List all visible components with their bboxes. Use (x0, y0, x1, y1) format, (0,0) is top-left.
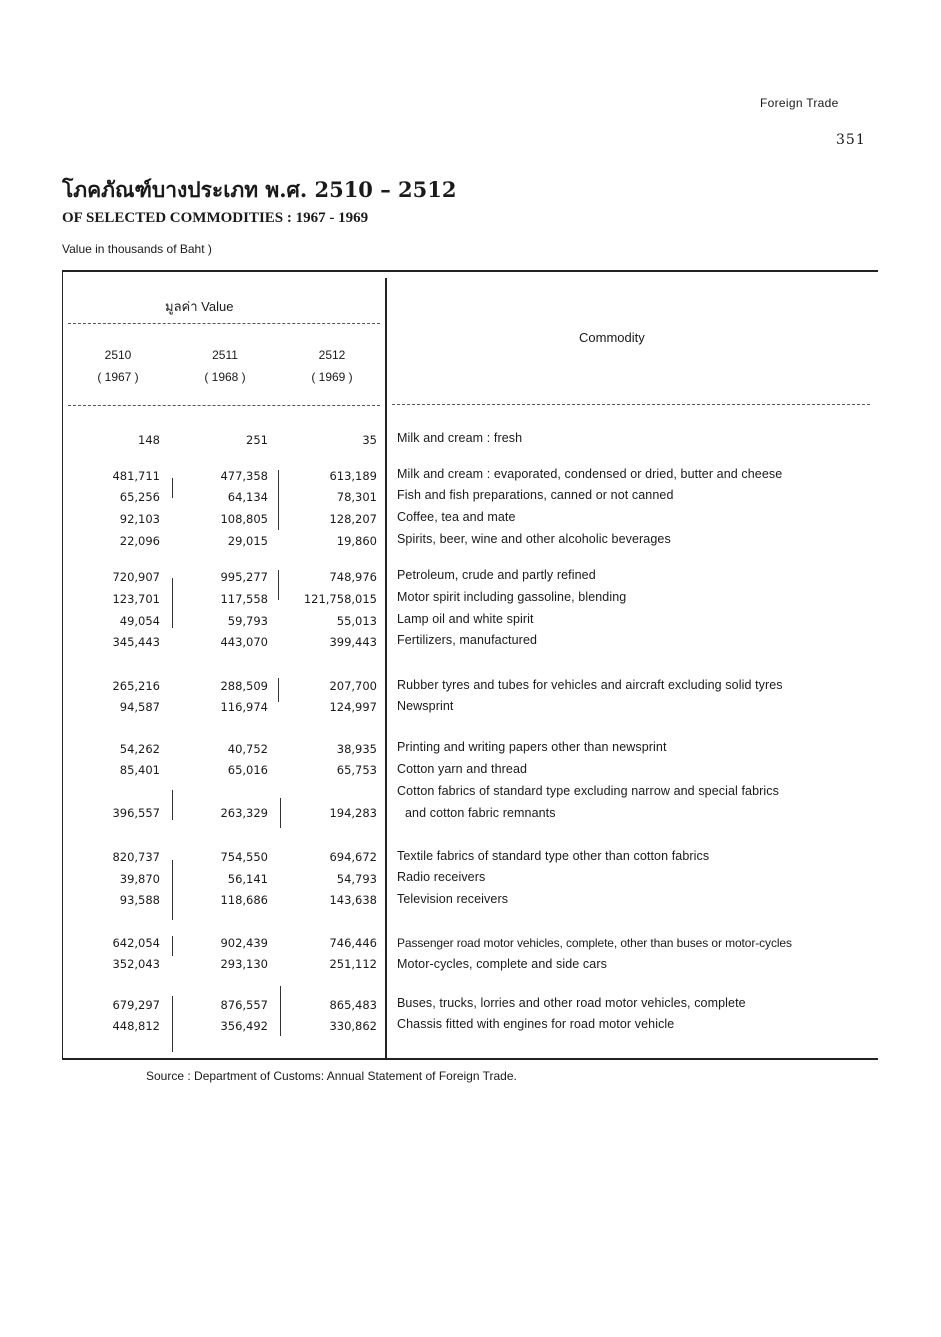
value-2510: 148 (138, 433, 160, 447)
source-note: Source : Department of Customs: Annual Statement of Foreign Trade. (146, 1069, 517, 1083)
commodity-name: Buses, trucks, lorries and other road motor vehicles, complete (397, 996, 746, 1010)
year-ce: ( 1967 ) (97, 370, 139, 384)
year-header-2512 (292, 344, 372, 388)
value-2511: 65,016 (227, 763, 268, 777)
running-head: Foreign Trade (760, 96, 839, 110)
value-2510: 93,588 (119, 893, 160, 907)
header-rule-value (68, 323, 380, 324)
value-2512: 207,700 (329, 679, 377, 693)
column-rule (278, 470, 279, 530)
value-2511: 116,974 (220, 700, 268, 714)
value-2512: 251,112 (329, 957, 377, 971)
commodity-name: Radio receivers (397, 870, 486, 884)
value-2512: 121,758,015 (303, 592, 377, 606)
year-header-2510 (78, 344, 158, 388)
value-2512: 19,860 (336, 534, 377, 548)
value-2512: 865,483 (329, 998, 377, 1012)
value-2510: 39,870 (119, 872, 160, 886)
commodity-name: Rubber tyres and tubes for vehicles and aircraft excluding solid tyres (397, 678, 783, 692)
value-2512: 78,301 (336, 490, 377, 504)
value-2510: 22,096 (119, 534, 160, 548)
commodity-name: Petroleum, crude and partly refined (397, 568, 596, 582)
value-2511: 56,141 (227, 872, 268, 886)
value-2512: 54,793 (336, 872, 377, 886)
value-2512: 35 (362, 433, 377, 447)
year-header-2511 (185, 344, 265, 388)
commodity-name: Milk and cream : evaporated, condensed or dried, butter and cheese (397, 467, 783, 481)
value-2511: 118,686 (220, 893, 268, 907)
value-2511: 59,793 (227, 614, 268, 628)
commodity-name: Cotton fabrics of standard type excluding narrow and special fabrics (397, 784, 780, 798)
value-2511: 876,557 (220, 998, 268, 1012)
column-rule (280, 798, 281, 828)
value-2510: 65,256 (119, 490, 160, 504)
header-rule-bottom-left (68, 405, 380, 406)
year-be: 2510 (104, 348, 132, 362)
header-rule-bottom-right (392, 404, 870, 405)
commodity-name: Chassis fitted with engines for road motor vehicle (397, 1017, 675, 1031)
value-2510: 720,907 (112, 570, 160, 584)
year-be: 2511 (212, 348, 238, 362)
value-2512: 124,997 (329, 700, 377, 714)
value-unit-note: Value in thousands of Baht ) (62, 242, 212, 256)
commodity-name: Textile fabrics of standard type other than cotton fabrics (397, 849, 710, 863)
commodity-name: Newsprint (397, 699, 454, 713)
column-rule (172, 478, 173, 498)
value-2512: 143,638 (329, 893, 377, 907)
value-2512: 399,443 (329, 635, 377, 649)
value-2511: 754,550 (220, 850, 268, 864)
value-2510: 820,737 (112, 850, 160, 864)
commodity-name: Television receivers (397, 892, 509, 906)
value-2511: 263,329 (220, 806, 268, 820)
value-2510: 448,812 (112, 1019, 160, 1033)
value-2512: 128,207 (329, 512, 377, 526)
value-2510: 54,262 (119, 742, 160, 756)
commodity-name: Lamp oil and white spirit (397, 612, 534, 626)
value-2511: 108,805 (220, 512, 268, 526)
commodity-name: Spirits, beer, wine and other alcoholic beverages (397, 532, 671, 546)
commodity-name: Motor-cycles, complete and side cars (397, 957, 607, 971)
value-2512: 694,672 (329, 850, 377, 864)
value-2512: 746,446 (329, 936, 377, 950)
value-2512: 613,189 (329, 469, 377, 483)
commodity-name: Passenger road motor vehicles, complete, other than buses or motor-cycles (397, 936, 792, 950)
value-2511: 995,277 (220, 570, 268, 584)
value-2510: 679,297 (112, 998, 160, 1012)
value-2511: 293,130 (220, 957, 268, 971)
commodity-name: Coffee, tea and mate (397, 510, 516, 524)
commodity-name: Motor spirit including gassoline, blending (397, 590, 627, 604)
value-2511: 443,070 (220, 635, 268, 649)
value-2510: 345,443 (112, 635, 160, 649)
column-rule (172, 790, 173, 820)
page-number: 351 (836, 132, 866, 148)
commodity-name: Fertilizers, manufactured (397, 633, 538, 647)
commodity-name: Milk and cream : fresh (397, 431, 523, 445)
value-2510: 481,711 (112, 469, 160, 483)
value-2512: 194,283 (329, 806, 377, 820)
commodity-name: Fish and fish preparations, canned or not canned (397, 488, 674, 502)
value-2510: 85,401 (119, 763, 160, 777)
year-be: 2512 (318, 348, 346, 362)
value-2511: 356,492 (220, 1019, 268, 1033)
commodity-name: Printing and writing papers other than newsprint (397, 740, 667, 754)
value-2511: 64,134 (227, 490, 268, 504)
column-rule (278, 570, 279, 600)
value-2510: 92,103 (119, 512, 160, 526)
commodity-column-header: Commodity (579, 330, 645, 345)
value-2510: 94,587 (119, 700, 160, 714)
value-2510: 123,701 (112, 592, 160, 606)
column-rule (172, 996, 173, 1052)
value-2511: 902,439 (220, 936, 268, 950)
column-rule (172, 860, 173, 920)
column-divider (385, 278, 387, 1058)
value-2510: 265,216 (112, 679, 160, 693)
value-2510: 396,557 (112, 806, 160, 820)
column-rule (172, 578, 173, 628)
value-2511: 29,015 (227, 534, 268, 548)
value-column-group-header: มูลค่า Value (165, 299, 234, 314)
value-2511: 117,558 (220, 592, 268, 606)
column-rule (172, 936, 173, 956)
value-2512: 330,862 (329, 1019, 377, 1033)
value-2512: 38,935 (336, 742, 377, 756)
commodity-name-continued: and cotton fabric remnants (405, 806, 556, 820)
value-2510: 352,043 (112, 957, 160, 971)
value-2510: 49,054 (119, 614, 160, 628)
value-2512: 65,753 (336, 763, 377, 777)
table-title-english: OF SELECTED COMMODITIES : 1967 - 1969 (62, 210, 369, 226)
column-rule (278, 678, 279, 702)
year-ce: ( 1968 ) (204, 370, 246, 384)
value-2510: 642,054 (112, 936, 160, 950)
year-ce: ( 1969 ) (311, 370, 353, 384)
value-2511: 477,358 (220, 469, 268, 483)
value-2511: 251 (246, 433, 268, 447)
value-2511: 288,509 (220, 679, 268, 693)
value-2512: 748,976 (329, 570, 377, 584)
column-rule (280, 986, 281, 1036)
value-2512: 55,013 (336, 614, 377, 628)
table-title-thai: โภคภัณฑ์บางประเภท พ.ศ. 2510 – 2512 (62, 177, 457, 202)
commodity-name: Cotton yarn and thread (397, 762, 528, 776)
value-2511: 40,752 (227, 742, 268, 756)
